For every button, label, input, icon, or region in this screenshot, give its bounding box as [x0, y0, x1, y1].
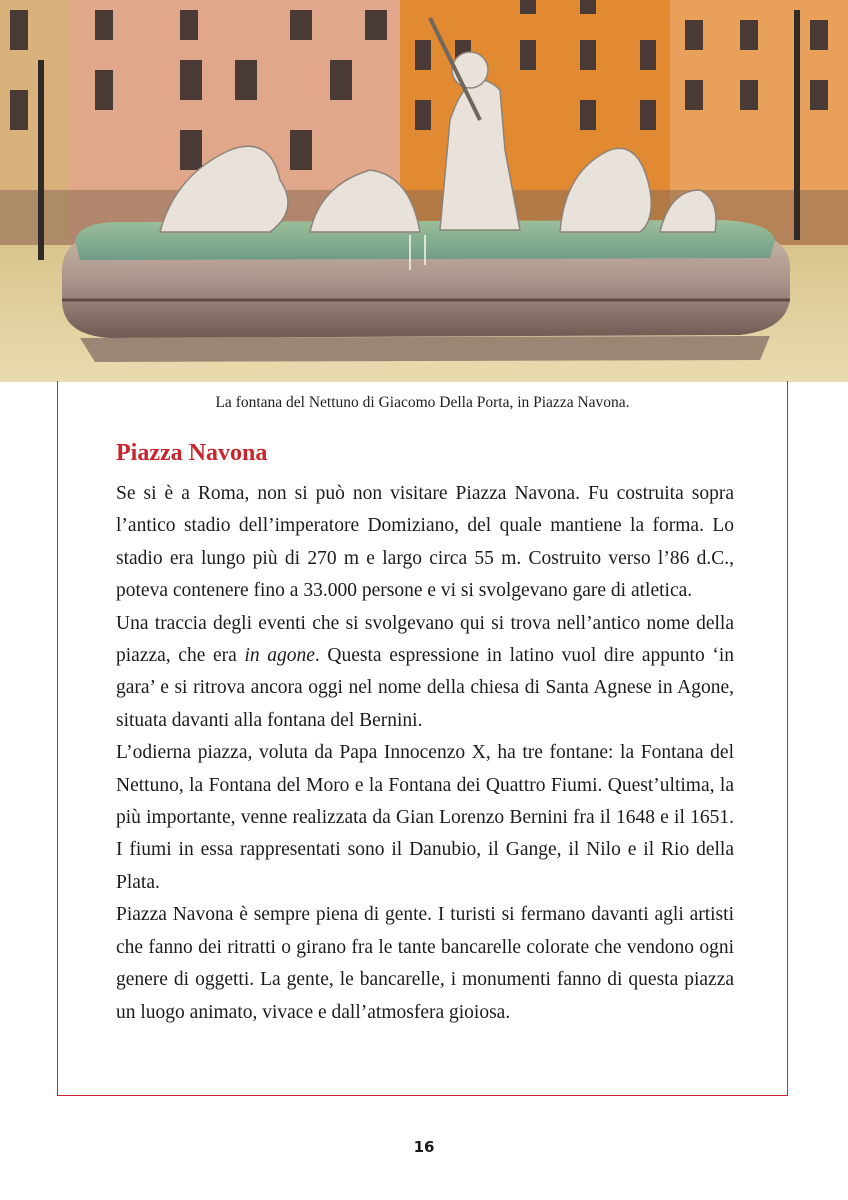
paragraph-text: . Questa espressione in latino vuol dire appunto ‘in gara’ e si ritrova ancora oggi nel nome della chiesa di Santa Agnese in Agone, situata davanti alla fontana del Bernini. [116, 645, 734, 731]
paragraph: L’odierna piazza, voluta da Papa Innocenzo X, ha tre fontane: la Fontana del Nettuno, la Fontana del Moro e la Fontana dei Quattro Fiumi. Quest’ultima, la più importante, venne realizzata da Gian Lorenzo Bernini fra il 1648 e il 1651. I fiumi in essa rappresentati sono il Danubio, il Gange, il Nilo e il Rio della Plata. [116, 742, 734, 893]
fountain-photo [0, 0, 848, 382]
photo-caption: La fontana del Nettuno di Giacomo Della Porta, in Piazza Navona. [215, 394, 630, 411]
latin-term: in agone [244, 645, 315, 667]
page-number: 16 [413, 1138, 435, 1156]
paragraph: Se si è a Roma, non si può non visitare Piazza Navona. Fu costruita sopra l’antico stadio dell’imperatore Domiziano, del quale mantiene la forma. Lo stadio era lungo più di 270 m e largo circa 55 m. Costruito verso l’86 d.C., poteva contenere fino a 33.000 persone e vi si svolgevano gare di atletica. [116, 483, 734, 602]
paragraph-text: Una traccia degli eventi che si svolgevano qui si trova nell’antico nome della piazza, che era [116, 612, 734, 667]
article-body [116, 478, 734, 1029]
paragraph: Piazza Navona è sempre piena di gente. I turisti si fermano davanti agli artisti che fanno dei ritratti o girano fra le tante bancarelle colorate che vendono ogni genere di oggetti. La gente, le bancarelle, i monumenti fanno di questa piazza un luogo animato, vivace e dall’atmosfera gioiosa. [116, 904, 734, 1023]
paragraph [116, 608, 734, 738]
section-title: Piazza Navona [116, 440, 268, 466]
